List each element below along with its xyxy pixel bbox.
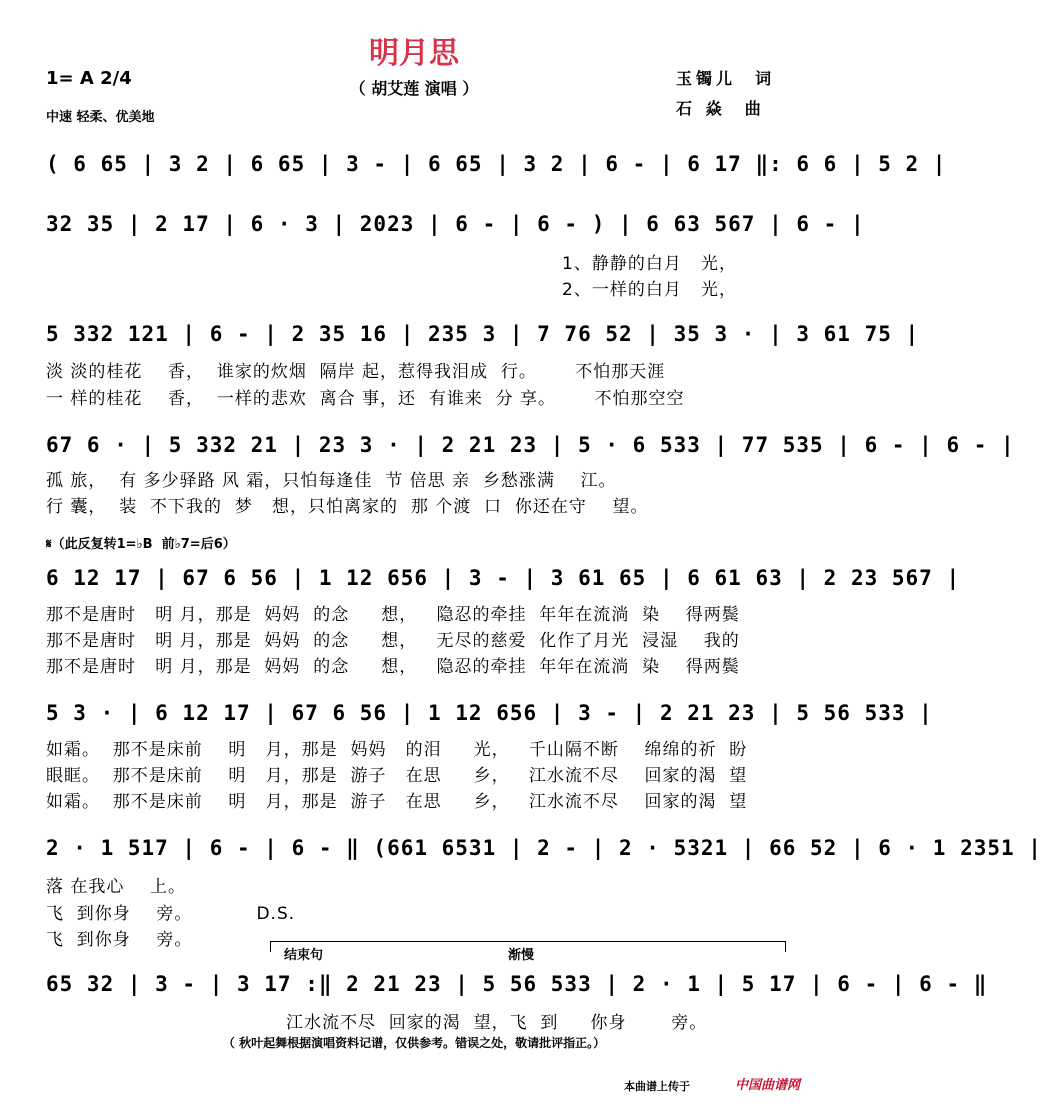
lyric-line: 行 囊， 装 不下我的 梦 想，只怕离家的 那 个渡 口 你还在守 望。	[46, 497, 649, 517]
lyric-line: 如霜。 那不是床前 明 月，那是 妈妈 的泪 光， 千山隔不断 绵绵的祈 盼	[46, 740, 748, 760]
notation-line-1: ( 6 65 | 3 2 | 6 65 | 3 - | 6 65 | 3 2 | 6 - | 6 17 ‖: 6 6 | 5 2 |	[46, 152, 947, 176]
composer-credit: 石 焱 曲	[676, 99, 765, 118]
ritardando-label: 渐慢	[508, 948, 535, 963]
lyric-line: 眼眶。 那不是床前 明 月，那是 游子 在思 乡， 江水流不尽 回家的渴 望	[46, 766, 748, 786]
lyric-line: 落 在我心 上。	[46, 877, 187, 897]
notation-line-5: 6 12 17 | 67 6 56 | 1 12 656 | 3 - | 3 61 65 | 6 61 63 | 2 23 567 |	[46, 566, 961, 590]
ending-label: 结束句	[284, 948, 324, 963]
notation-line-8: 65 32 | 3 - | 3 17 :‖ 2 21 23 | 5 56 533 | 2 · 1 | 5 17 | 6 - | 6 - ‖	[46, 972, 988, 996]
lyric-line: 淡 淡的桂花 香， 谁家的炊烟 隔岸 起，惹得我泪成 行。 不怕那天涯	[46, 362, 666, 382]
modulation-note: 𝄋（此反复转1=♭B 前♭7=后6）	[46, 537, 236, 552]
singer-credit: （ 胡艾莲 演唱 ）	[349, 79, 479, 98]
lyric-line: 飞 到你身 旁。 D.S.	[46, 904, 296, 924]
notation-line-6: 5 3 · | 6 12 17 | 67 6 56 | 1 12 656 | 3 - | 2 21 23 | 5 56 533 |	[46, 701, 933, 725]
notation-line-2: 32 35 | 2 17 | 6 · 3 | 2023 | 6 - | 6 - ) | 6 63 567 | 6 - |	[46, 212, 865, 236]
key-label: 1= A	[46, 68, 94, 89]
lyric-line: 那不是唐时 明 月，那是 妈妈 的念 想， 无尽的慈爱 化作了月光 浸湿 我的	[46, 631, 740, 651]
lyric-line: 那不是唐时 明 月，那是 妈妈 的念 想， 隐忍的牵挂 年年在流淌 染 得两鬓	[46, 605, 740, 625]
lyric-line: 一 样的桂花 香， 一样的悲欢 离合 事，还 有谁来 分 享。 不怕那空空	[46, 389, 685, 409]
lyric-line: 那不是唐时 明 月，那是 妈妈 的念 想， 隐忍的牵挂 年年在流淌 染 得两鬓	[46, 657, 740, 677]
lyric-line: 2、一样的白月 光，	[562, 280, 738, 300]
lyric-line: 孤 旅， 有 多少驿路 风 霜，只怕每逢佳 节 倍思 亲 乡愁涨满 江。	[46, 471, 617, 491]
lyric-line: 1、静静的白月 光，	[562, 254, 738, 274]
upload-note: 本曲谱上传于	[624, 1080, 690, 1093]
lyric-line: 飞 到你身 旁。	[46, 930, 193, 950]
key-signature	[46, 68, 132, 89]
tempo-marking: 中速 轻柔、优美地	[46, 110, 155, 125]
time-signature: 2/4	[100, 68, 132, 89]
notation-line-3: 5 332 121 | 6 - | 2 35 16 | 235 3 | 7 76 52 | 35 3 · | 3 61 75 |	[46, 322, 920, 346]
lyric-line: 如霜。 那不是床前 明 月，那是 游子 在思 乡， 江水流不尽 回家的渴 望	[46, 792, 748, 812]
notation-line-7: 2 · 1 517 | 6 - | 6 - ‖ (661 6531 | 2 - | 2 · 5321 | 66 52 | 6 · 1 2351 |	[46, 836, 1042, 860]
notation-line-4: 67 6 · | 5 332 21 | 23 3 · | 2 21 23 | 5 · 6 533 | 77 535 | 6 - | 6 - |	[46, 433, 1015, 457]
transcriber-note: （ 秋叶起舞根据演唱资料记谱，仅供参考。错误之处，敬请批评指正。）	[222, 1036, 606, 1050]
song-title: 明月思	[369, 36, 459, 71]
site-logo: 中国曲谱网	[735, 1078, 801, 1093]
lyricist-credit: 玉镯儿 词	[676, 69, 776, 88]
lyric-line: 江水流不尽 回家的渴 望，飞 到 你身 旁。	[286, 1013, 708, 1033]
